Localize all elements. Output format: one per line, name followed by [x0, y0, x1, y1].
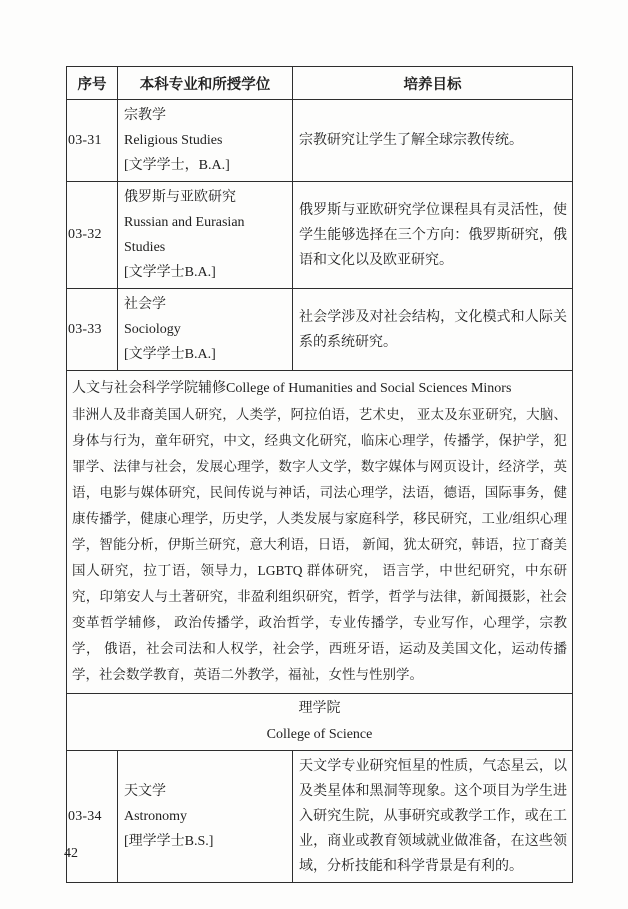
row-id-cell: 03-33 [67, 289, 118, 371]
table-row [67, 751, 573, 883]
row-id-cell: 03-34 [67, 751, 118, 883]
major-cell [118, 289, 293, 371]
minors-cell [67, 371, 573, 694]
major-name-en: Astronomy [124, 809, 187, 824]
objective-text: 俄罗斯与亚欧研究学位课程具有灵活性，使学生能够选择在三个方向：俄罗斯研究，俄语和文化以及欧亚研究。 [293, 182, 573, 289]
degree-label: [文学学士B.A.] [124, 347, 216, 362]
objective-text: 天文学专业研究恒星的性质，气态星云，以及类星体和黑洞等现象。这个项目为学生进入研究生院，从事研究或教学工作，或在工业，商业或教育领域就业做准备，在这些领域，分析技能和科学背景是有利的。 [293, 751, 573, 883]
degree-label: [文学学士，B.A.] [124, 158, 230, 173]
degree-label: [文学学士B.A.] [124, 265, 216, 280]
column-header-major-degree: 本科专业和所授学位 [118, 67, 293, 100]
page-number: 42 [64, 846, 78, 861]
minors-body: 非洲人及非裔美国人研究，人类学，阿拉伯语，艺术史， 亚太及东亚研究，大脑、身体与行为，童年研究，中文，经典文化研究，临床心理学，传播学，保护学，犯罪学、法律与社会，发展心理学，数字人文学，数字媒体与网页设计，经济学，英语，电影与媒体研究，民间传说与神话，司法心理学，法语，德语，国际事务，健康传播学，健康心理学，历史学，人类发展与家庭科学，移民研究，工业/组织心理学，智能分析，伊斯兰研究，意大利语，日语， 新闻，犹太研究，韩语，拉丁裔美国人研究，拉丁语，领导力，LGBTQ 群体研究， 语言学，中世纪研究，中东研究，印第安人与土著研究，非盈利组织研究，哲学，哲学与法律，新闻摄影，社会变革哲学辅修， 政治传播学，政治哲学，专业传播学，专业写作，心理学，宗教学， 俄语，社会司法和人权学，社会学，西班牙语，运动及美国文化，运动传播学，社会数学教育，英语二外教学，福祉，女性与性别学。 [72, 407, 567, 682]
college-section-row [67, 694, 573, 751]
major-cell [118, 100, 293, 182]
major-name-cn: 宗教学 [124, 108, 166, 123]
college-name-cn: 理学院 [298, 701, 341, 716]
row-id-cell: 03-31 [67, 100, 118, 182]
major-name-en: Religious Studies [124, 133, 223, 148]
major-cell [118, 751, 293, 883]
majors-table [66, 66, 573, 883]
table-row [67, 100, 573, 182]
college-name-en: College of Science [266, 727, 373, 742]
major-name-cn: 天文学 [124, 784, 166, 799]
objective-text: 社会学涉及对社会结构，文化模式和人际关系的系统研究。 [293, 289, 573, 371]
minors-title: 人文与社会科学学院辅修College of Humanities and Social Sciences Minors [72, 381, 512, 396]
college-section-cell [67, 694, 573, 751]
minors-row [67, 371, 573, 694]
objective-text: 宗教研究让学生了解全球宗教传统。 [293, 100, 573, 182]
major-cell [118, 182, 293, 289]
degree-label: [理学学士B.S.] [124, 834, 214, 849]
major-name-en: Sociology [124, 322, 181, 337]
major-name-cn: 社会学 [124, 297, 166, 312]
table-row [67, 182, 573, 289]
column-header-objective: 培养目标 [293, 67, 573, 100]
major-name-en: Russian and Eurasian Studies [124, 215, 245, 255]
table-row [67, 289, 573, 371]
table-header-row [67, 67, 573, 100]
row-id-cell: 03-32 [67, 182, 118, 289]
major-name-cn: 俄罗斯与亚欧研究 [124, 190, 236, 205]
column-header-index: 序号 [67, 67, 118, 100]
